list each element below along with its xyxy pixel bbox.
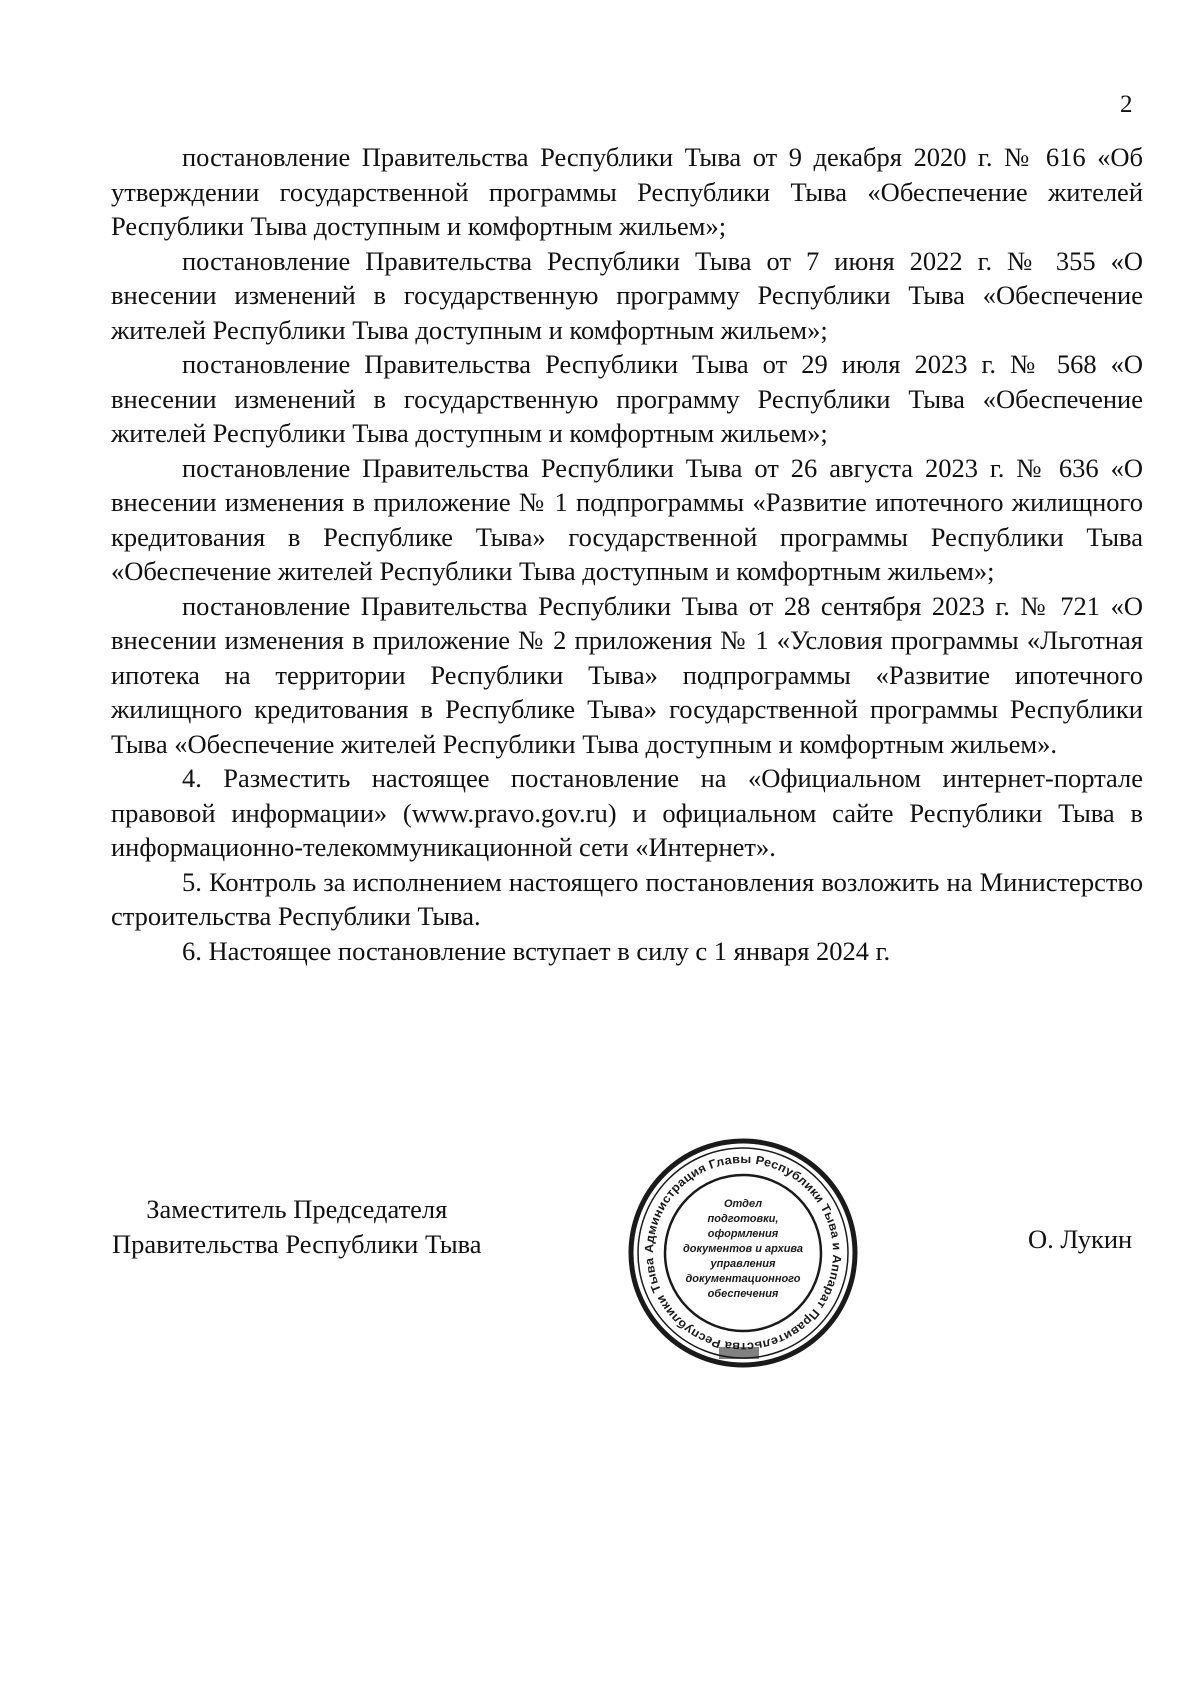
paragraph-item-5: 5. Контроль за исполнением настоящего постановления возложить на Министерство строительства Республики Тыва. [111, 866, 1143, 931]
paragraph-item-6: 6. Настоящее постановление вступает в силу с 1 января 2024 г. [182, 935, 891, 966]
signatory-position-line1: Заместитель Председателя [146, 1194, 448, 1224]
page-number: 2 [1120, 91, 1133, 118]
signatory-position-line2: Правительства Республики Тыва [112, 1229, 482, 1259]
seal-center-line-7: обеспечения [707, 1288, 779, 1300]
paragraph-decree-568: постановление Правительства Республики Тыва от 29 июля 2023 г. № 568 «О внесении изменений в государственную программу Республики Тыва «Обеспечение жителей Республики Тыва доступным и комфортным жильем»; [111, 349, 1143, 448]
seal-center-line-1: Отдел [723, 1198, 763, 1210]
seal-center-line-5: управления [710, 1258, 776, 1270]
seal-ring-text: Администрация Главы Республики Тыва и Аппарат Правительства Республики Тыва [641, 1151, 845, 1355]
paragraph-decree-636: постановление Правительства Республики Тыва от 26 августа 2023 г. № 636 «О внесении изменения в приложение № 1 подпрограммы «Развитие ипотечного жилищного кредитования в Республике Тыва» государственной программы Республики Тыва «Обеспечение жителей Республики Тыва доступным и комфортным жильем»; [111, 452, 1143, 586]
signatory-position [112, 1192, 482, 1262]
signatory-name: О. Лукин [1028, 1224, 1133, 1254]
seal-center-line-4: документов и архива [682, 1243, 804, 1255]
paragraph-decree-721: постановление Правительства Республики Тыва от 28 сентября 2023 г. № 721 «О внесении изменения в приложение № 2 приложения № 1 «Условия программы «Льготная ипотека на территории Республики Тыва» подпрограммы «Развитие ипотечного жилищного кредитования в Республике Тыва» государственной программы Республики Тыва «Обеспечение жителей Республики Тыва доступным и комфортным жильем». [111, 590, 1143, 759]
document-body [111, 140, 1143, 968]
official-seal-stamp [627, 1137, 859, 1369]
paragraph-decree-616: постановление Правительства Республики Тыва от 9 декабря 2020 г. № 616 «Об утверждении государственной программы Республики Тыва «Обеспечение жителей Республики Тыва доступным и комфортным жильем»; [111, 142, 1143, 241]
paragraph-decree-355: постановление Правительства Республики Тыва от 7 июня 2022 г. № 355 «О внесении изменений в государственную программу Республики Тыва «Обеспечение жителей Республики Тыва доступным и комфортным жильем»; [111, 245, 1143, 345]
seal-center-line-6: документационного [685, 1273, 801, 1285]
seal-center-line-2: подготовки, [707, 1213, 779, 1225]
seal-center-line-3: оформления [707, 1228, 779, 1240]
paragraph-item-4: 4. Разместить настоящее постановление на «Официальном интернет-портале правовой информации» (www.pravo.gov.ru) и официальном сайте Республики Тыва в информационно-телекоммуникационной сети «Интернет». [111, 763, 1143, 862]
seal-smudge [719, 1347, 759, 1359]
